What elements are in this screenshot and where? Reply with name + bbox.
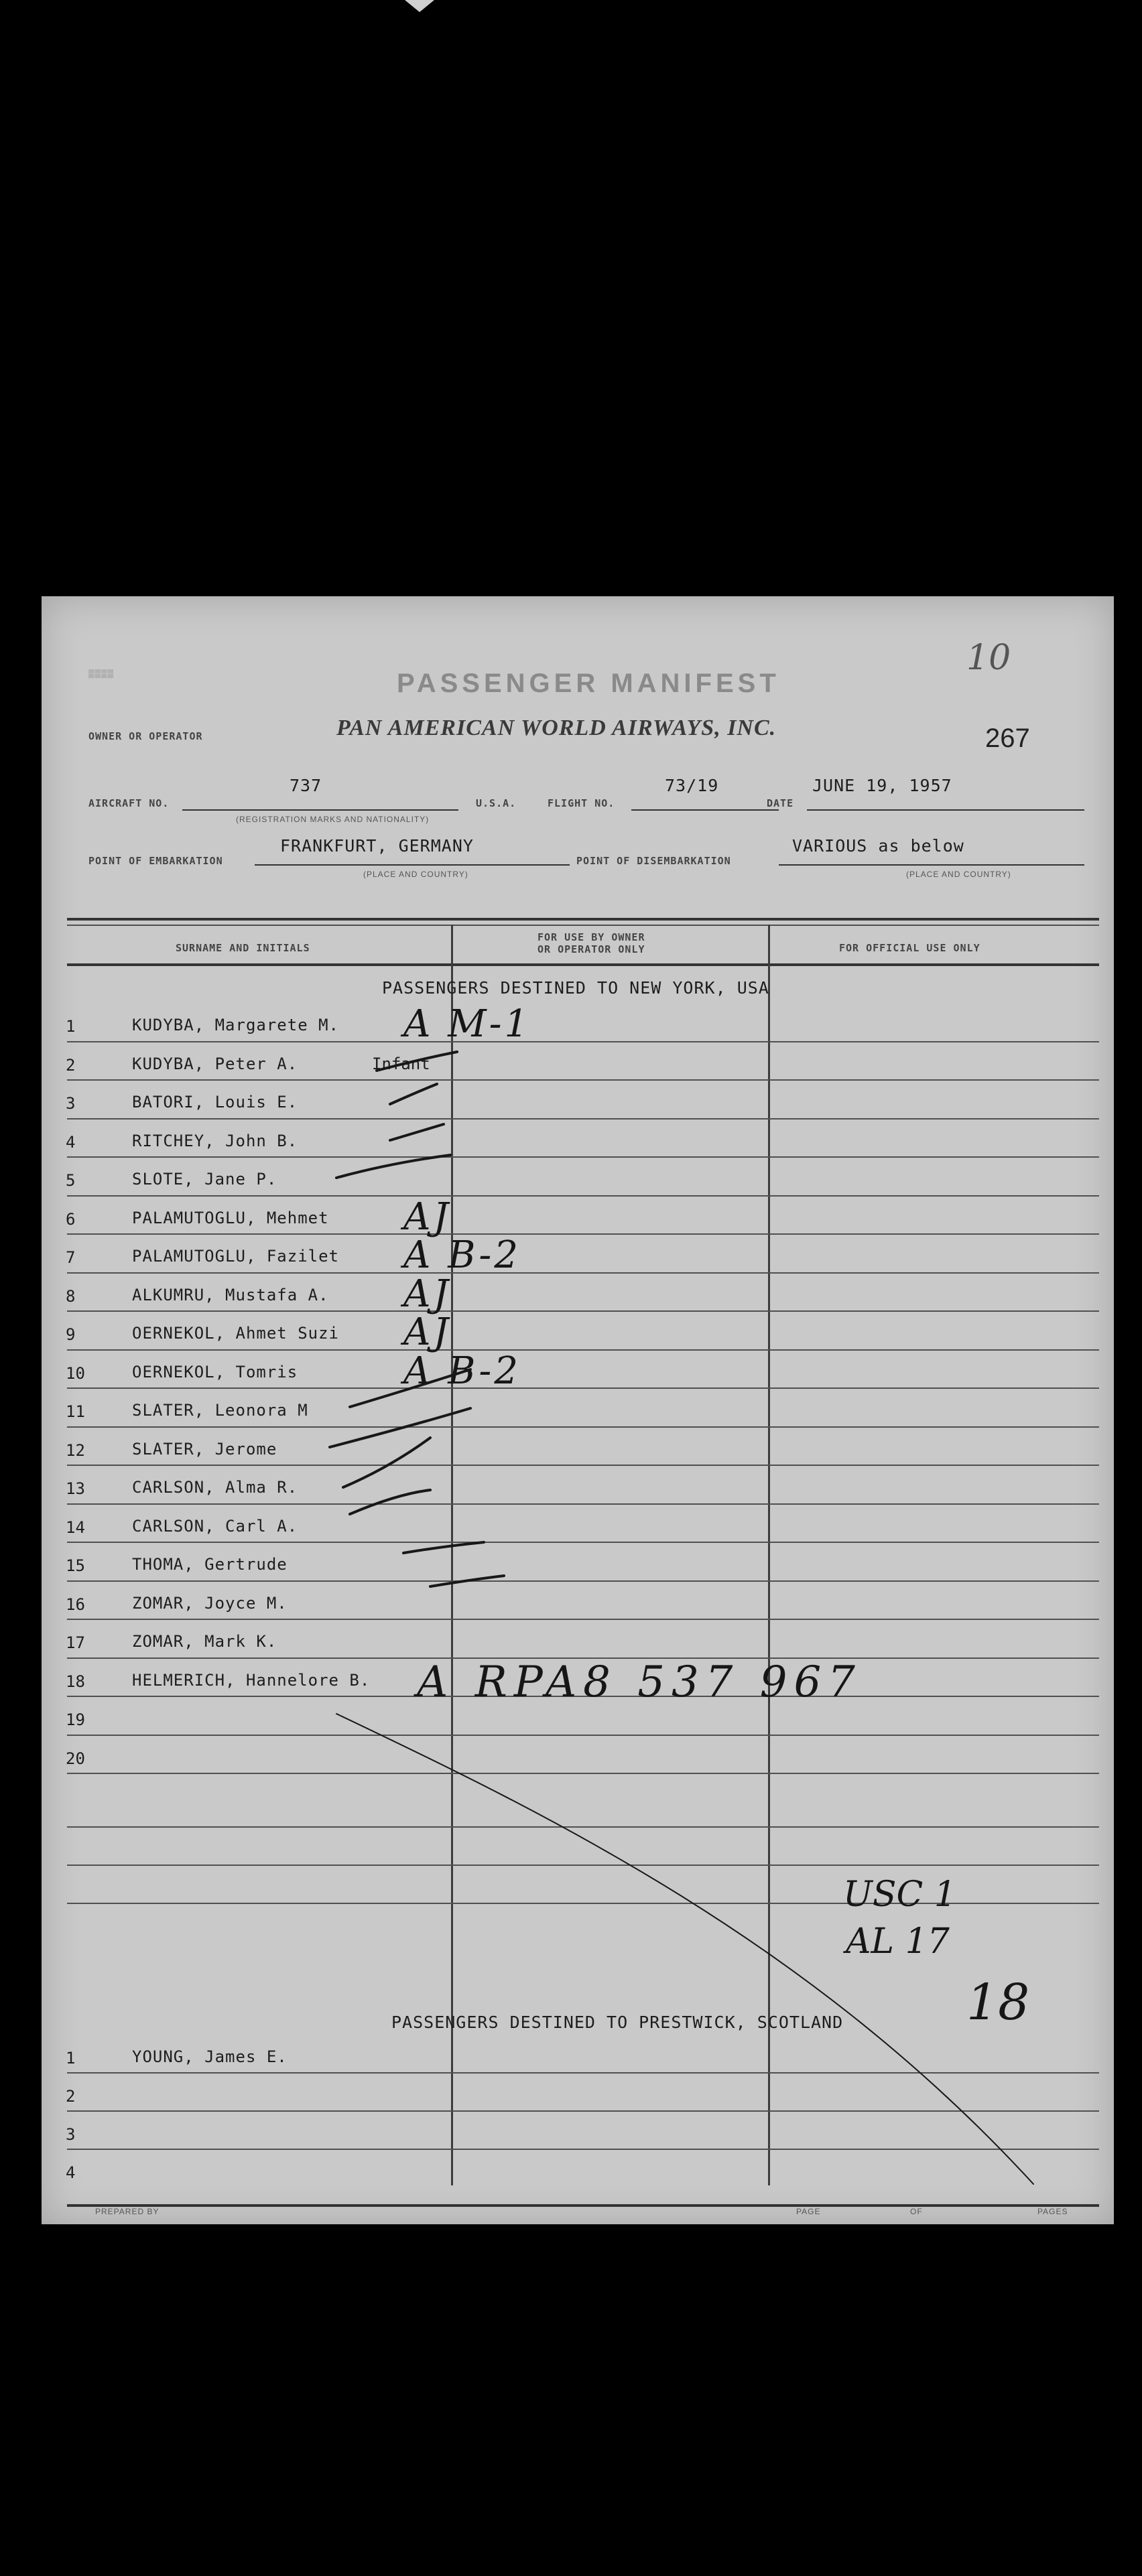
row-number: 9 [66,1325,76,1344]
check-mark-2 [377,1052,457,1071]
column-surname: SURNAME AND INITIALS [176,942,310,954]
tally-total: 18 [966,1974,1030,2031]
section-heading-new-york: PASSENGERS DESTINED TO NEW YORK, USA [382,978,769,998]
passenger-note: Infant [372,1054,430,1073]
check-mark-4 [390,1124,444,1140]
tally-usc: USC 1 [843,1875,956,1915]
company-name: PAN AMERICAN WORLD AIRWAYS, INC. [336,716,777,740]
footer-of: OF [910,2207,923,2216]
disembarkation-place-note: (PLACE AND COUNTRY) [906,870,1011,879]
passenger-name: OERNEKOL, Ahmet Suzi [132,1324,339,1343]
corner-handwritten-mark: 10 [966,638,1011,678]
passenger-name: ZOMAR, Mark K. [132,1632,277,1651]
row-number: 16 [66,1595,85,1614]
row-number: 3 [66,2125,76,2144]
footer-page: PAGE [796,2207,821,2216]
passenger-name: KUDYBA, Peter A. [132,1054,298,1073]
handwritten-visa-code: AJ [403,1310,451,1354]
check-mark-14 [350,1490,430,1514]
row-number: 11 [66,1402,85,1421]
embarkation-label: POINT OF EMBARKATION [88,855,223,867]
passenger-name: PALAMUTOGLU, Fazilet [132,1247,339,1266]
footer-prepared-by: PREPARED BY [95,2207,160,2216]
owner-label: OWNER OR OPERATOR [88,730,203,742]
row-number: 17 [66,1633,85,1652]
dash-mark-17 [430,1576,504,1586]
flight-value: 73/19 [665,776,719,795]
row-number: 3 [66,1094,76,1113]
diagonal-cancel-line [336,1714,1033,2184]
passenger-name: PALAMUTOGLU, Mehmet [132,1208,329,1227]
check-mark-11 [350,1369,470,1407]
handwritten-visa-code: AJ [403,1195,451,1239]
row-number: 18 [66,1672,85,1691]
handwritten-visa-code: A B-2 [403,1349,521,1393]
stamp-smudge: ▒▒▒▒ [88,669,115,678]
embarkation-place-note: (PLACE AND COUNTRY) [363,870,468,879]
footer-pages: PAGES [1037,2207,1068,2216]
usa-label: U.S.A. [476,797,517,809]
row-number: 1 [66,1017,76,1036]
passenger-name: CARLSON, Alma R. [132,1478,298,1497]
row-number: 5 [66,1171,76,1190]
column-official: FOR OFFICIAL USE ONLY [839,942,980,954]
row-number: 2 [66,2087,76,2106]
row-number: 14 [66,1517,85,1537]
row-number: 13 [66,1479,85,1498]
handwritten-visa-code: A M-1 [403,1002,531,1046]
flight-label: FLIGHT NO. [548,797,615,809]
disembarkation-value: VARIOUS as below [792,836,964,856]
passenger-name: OERNEKOL, Tomris [132,1362,298,1381]
row-number: 8 [66,1286,76,1306]
passenger-name: SLATER, Jerome [132,1439,277,1459]
dash-mark-16 [403,1542,484,1553]
row-number: 4 [66,1132,76,1152]
passenger-name: ZOMAR, Joyce M. [132,1593,288,1613]
row-number: 12 [66,1440,85,1460]
row-number: 2 [66,1055,76,1075]
tally-al: AL 17 [846,1921,950,1962]
handwritten-visa-code: AJ [403,1272,451,1316]
passenger-name: RITCHEY, John B. [132,1131,298,1150]
passenger-name: ALKUMRU, Mustafa A. [132,1285,329,1304]
embarkation-value: FRANKFURT, GERMANY [280,836,474,856]
row-number: 19 [66,1710,85,1729]
passenger-name: HELMERICH, Hannelore B. [132,1670,371,1690]
scan-marker [405,0,434,12]
passenger-name: CARLSON, Carl A. [132,1516,298,1536]
row-number: 20 [66,1749,85,1768]
row-number: 7 [66,1248,76,1267]
check-mark-13 [343,1438,430,1487]
passenger-name: SLOTE, Jane P. [132,1170,277,1189]
date-value: JUNE 19, 1957 [812,776,952,795]
passenger-name: THOMA, Gertrude [132,1555,288,1574]
check-mark-12 [330,1408,470,1447]
handwriting-overlay [42,596,1114,2224]
manifest-title: PASSENGER MANIFEST [397,669,780,698]
aircraft-label: AIRCRAFT NO. [88,797,170,809]
check-mark-3 [390,1084,437,1104]
column-owner-use-1: FOR USE BY OWNER [537,931,645,943]
passenger-name: SLATER, Leonora M [132,1401,308,1420]
column-owner-use-2: OR OPERATOR ONLY [537,943,645,955]
row-number: 10 [66,1363,85,1383]
check-mark-5 [336,1155,450,1178]
row-number: 1 [66,2049,76,2067]
manifest-sheet [42,596,1114,2224]
page-number: 267 [985,724,1030,753]
aircraft-value: 737 [290,776,322,795]
date-label: DATE [767,797,794,809]
disembarkation-label: POINT OF DISEMBARKATION [576,855,731,867]
registration-note: (REGISTRATION MARKS AND NATIONALITY) [236,815,430,824]
handwritten-visa-code: A B-2 [403,1233,521,1277]
row-number: 6 [66,1209,76,1229]
section-heading-prestwick: PASSENGERS DESTINED TO PRESTWICK, SCOTLAND [391,2013,844,2032]
handwritten-visa-code: A RPA8 537 967 [417,1657,862,1707]
passenger-name: BATORI, Louis E. [132,1093,298,1111]
row-number: 15 [66,1556,85,1575]
row-number: 4 [66,2163,76,2182]
passenger-name: KUDYBA, Margarete M. [132,1016,339,1034]
passenger-name: YOUNG, James E. [132,2047,288,2066]
